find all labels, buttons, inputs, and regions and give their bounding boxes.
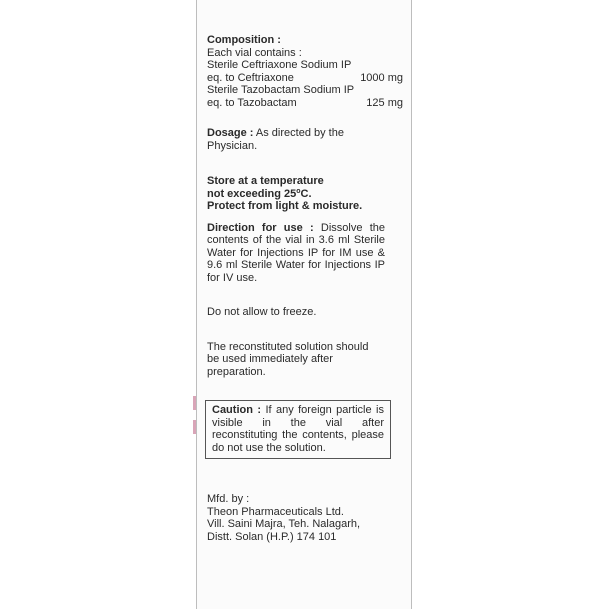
composition-row-2-label: eq. to Tazobactam: [207, 96, 297, 109]
manufacturer-address-1: Vill. Saini Majra, Teh. Nalagarh,: [207, 518, 361, 530]
reconstituted-line-3: preparation.: [207, 365, 266, 378]
direction-text: Dissolve the contents of the vial in 3.6 ml Sterile Water for Injections IP for IM use & 9.6 ml Sterile Water for Injections IP for IV use.: [207, 221, 385, 284]
dosage-text-a: As directed by the: [253, 127, 344, 139]
storage-line-2-post: C.: [300, 187, 312, 200]
manufacturer-section: [207, 493, 403, 543]
composition-line-3: Sterile Tazobactam Sodium IP: [207, 84, 355, 96]
storage-section: [207, 175, 403, 213]
composition-row-1: [207, 72, 403, 85]
composition-row-1-label: eq. to Ceftriaxone: [207, 71, 294, 84]
label-panel: [196, 0, 412, 609]
reconstituted-line-2: be used immediately after: [207, 353, 333, 365]
label-content: [207, 34, 403, 543]
storage-line-1: Store at a temperature: [207, 175, 324, 187]
storage-line-2: [207, 188, 403, 201]
caution-box: [205, 400, 391, 459]
composition-line-2: Sterile Ceftriaxone Sodium IP: [207, 59, 352, 71]
composition-row-1-value: 1000 mg: [360, 71, 403, 84]
dosage-line-1: [207, 127, 403, 140]
manufacturer-label: Mfd. by :: [207, 493, 250, 505]
dosage-section: [207, 127, 403, 152]
storage-line-3: Protect from light & moisture.: [207, 200, 363, 212]
reconstituted-line-1: The reconstituted solution should: [207, 340, 369, 353]
caution-text: If any foreign particle is visible in the vial after reconstituting the contents, please do not use the solution.: [212, 404, 384, 454]
manufacturer-address-2: Distt. Solan (H.P.) 174 101: [207, 530, 337, 543]
dosage-label: Dosage :: [207, 127, 254, 139]
direction-section: [207, 222, 385, 285]
composition-section: [207, 34, 403, 109]
composition-row-2: [207, 97, 403, 110]
composition-row-2-value: 125 mg: [366, 96, 403, 109]
storage-degree: o: [296, 187, 301, 195]
composition-line-1: Each vial contains :: [207, 46, 302, 59]
caution-label: Caution :: [212, 404, 262, 416]
manufacturer-name: Theon Pharmaceuticals Ltd.: [207, 505, 344, 518]
dosage-text-b: Physician.: [207, 139, 258, 152]
reconstituted-section: [207, 341, 403, 379]
storage-line-2-pre: not exceeding 25: [207, 187, 297, 200]
direction-label: Direction for use :: [207, 221, 314, 234]
composition-heading: Composition :: [207, 34, 281, 46]
freeze-warning: Do not allow to freeze.: [207, 306, 317, 318]
